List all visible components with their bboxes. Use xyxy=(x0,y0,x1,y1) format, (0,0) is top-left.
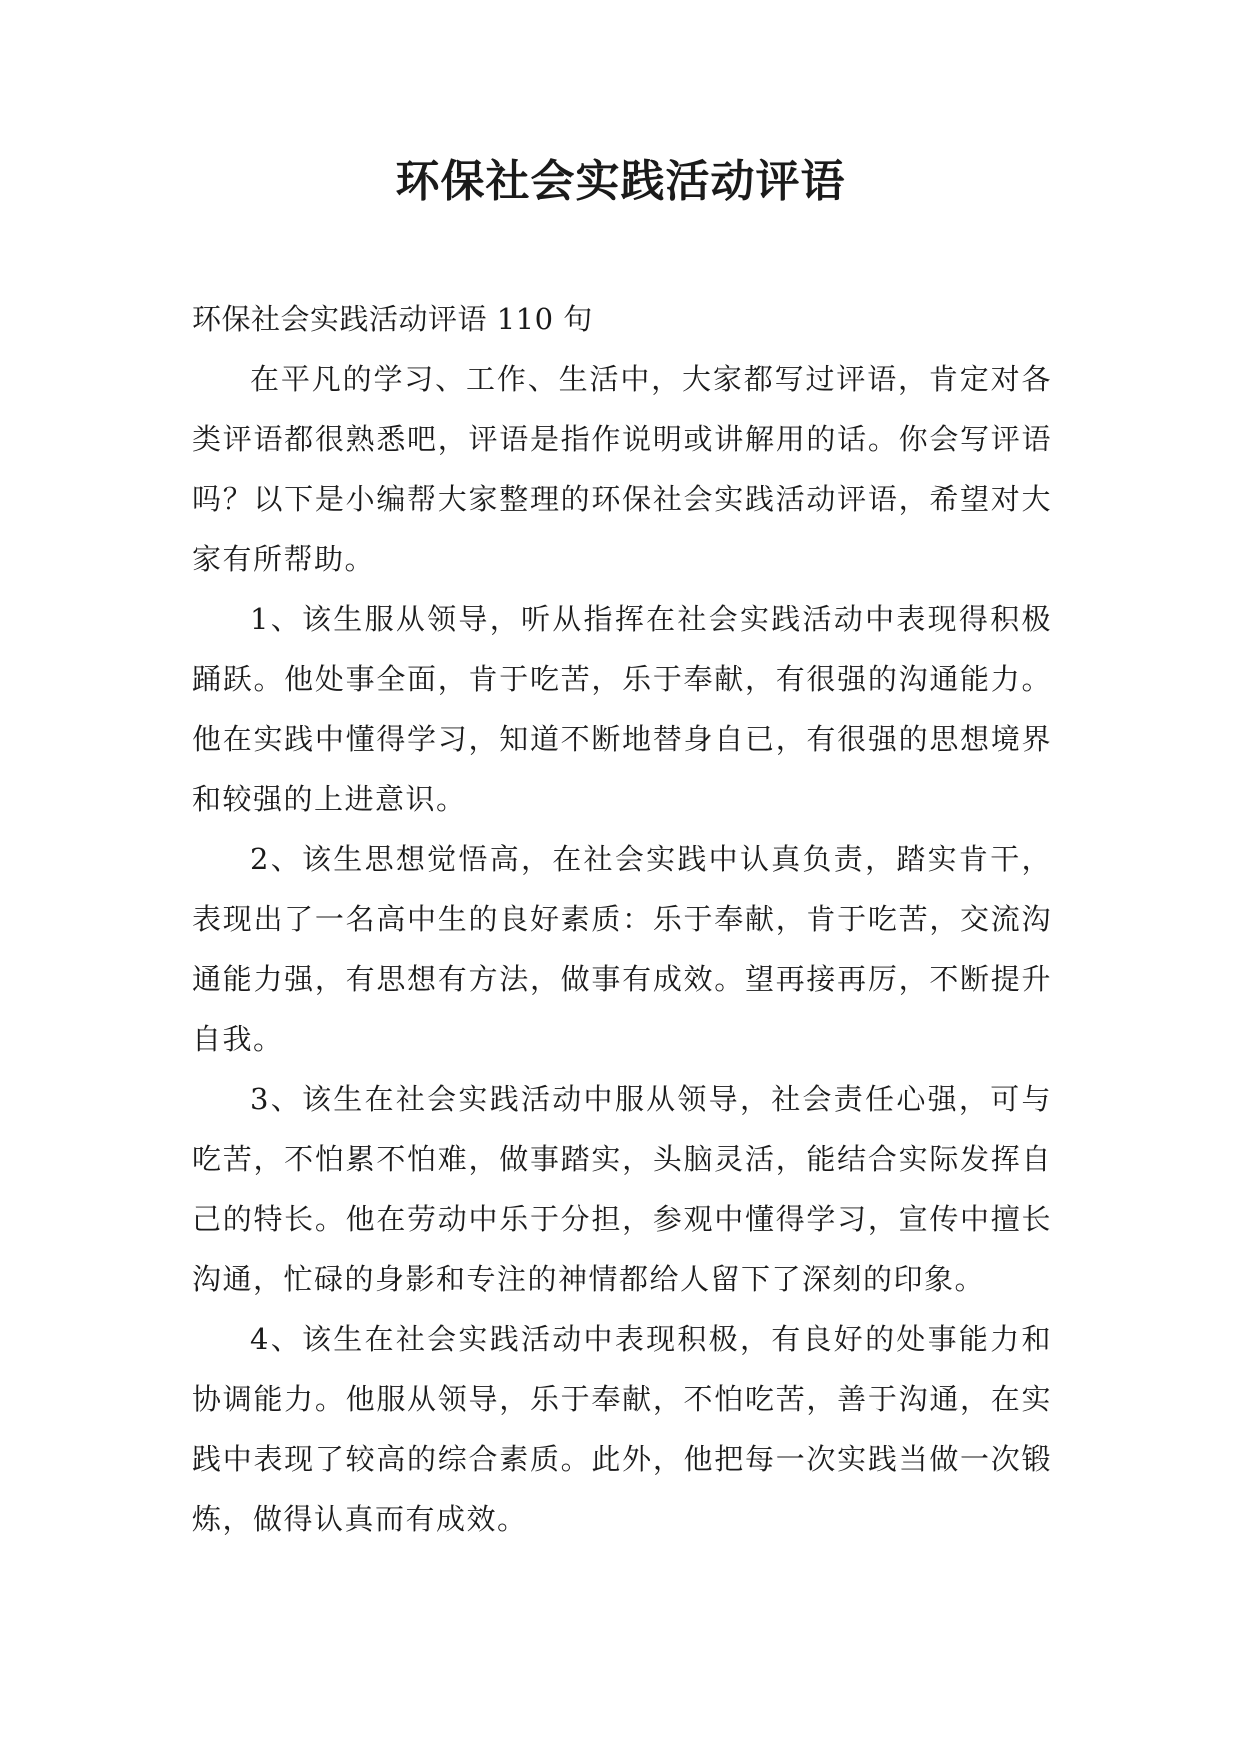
document-title: 环保社会实践活动评语 xyxy=(395,156,846,207)
comment-paragraph-1: 1、该生服从领导，听从指挥在社会实践活动中表现得积极踊跃。他处事全面，肯于吃苦，乐于奉献，有很强的沟通能力。他在实践中懂得学习，知道不断地替身自已，有很强的思想境界和较强的上进意识。 xyxy=(192,602,1052,816)
comment-paragraph-2: 2、该生思想觉悟高，在社会实践中认真负责，踏实肯干，表现出了一名高中生的良好素质：乐于奉献，肯于吃苦，交流沟通能力强，有思想有方法，做事有成效。望再接再厉，不断提升自我。 xyxy=(192,842,1052,1056)
document-subtitle: 环保社会实践活动评语 110 句 xyxy=(192,302,593,336)
document-body xyxy=(192,289,1052,1549)
intro-paragraph: 在平凡的学习、工作、生活中，大家都写过评语，肯定对各类评语都很熟悉吧，评语是指作说明或讲解用的话。你会写评语吗？以下是小编帮大家整理的环保社会实践活动评语，希望对大家有所帮助。 xyxy=(192,362,1052,576)
comment-paragraph-3: 3、该生在社会实践活动中服从领导，社会责任心强，可与吃苦，不怕累不怕难，做事踏实，头脑灵活，能结合实际发挥自己的特长。他在劳动中乐于分担，参观中懂得学习，宣传中擅长沟通，忙碌的身影和专注的神情都给人留下了深刻的印象。 xyxy=(192,1082,1052,1296)
comment-paragraph-4: 4、该生在社会实践活动中表现积极，有良好的处事能力和协调能力。他服从领导，乐于奉献，不怕吃苦，善于沟通，在实践中表现了较高的综合素质。此外，他把每一次实践当做一次锻炼，做得认真而有成效。 xyxy=(192,1322,1052,1536)
